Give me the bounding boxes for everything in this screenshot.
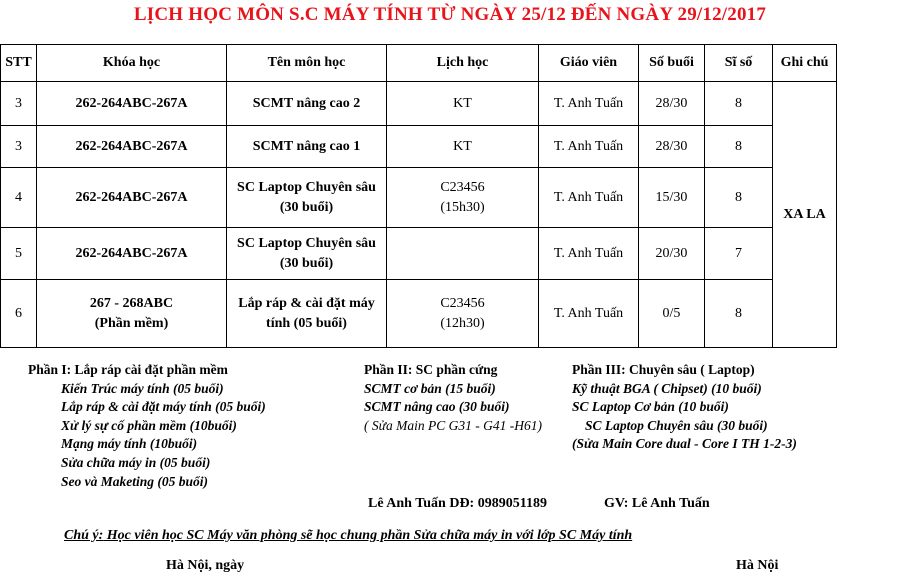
cell-khoa-hoc: 267 - 268ABC (Phần mềm) [37,280,227,348]
list-item: (Sửa Main Core dual - Core I TH 1-2-3) [572,436,797,452]
header-lich-hoc: Lịch học [387,45,539,82]
cell-khoa-hoc: 262-264ABC-267A [37,82,227,126]
part2-section [364,361,542,435]
cell-giao-vien: T. Anh Tuấn [539,280,639,348]
header-stt: STT [1,45,37,82]
contact-teacher: GV: Lê Anh Tuấn [604,496,710,511]
cell-khoa-hoc: 262-264ABC-267A [37,126,227,168]
cell-ten-mon-hoc: SCMT nâng cao 1 [227,126,387,168]
cell-lich-hoc [387,228,539,280]
table-row [1,126,837,168]
cell-so-buoi: 20/30 [639,228,705,280]
list-item: SC Laptop Cơ bản (10 buổi) [572,399,729,415]
header-ten-mon-hoc: Tên môn học [227,45,387,82]
list-item: Xử lý sự cố phần mềm (10buổi) [61,417,237,433]
cell-giao-vien: T. Anh Tuấn [539,126,639,168]
list-item: Lắp ráp & cài đặt máy tính (05 buổi) [61,399,266,415]
cell-giao-vien: T. Anh Tuấn [539,82,639,126]
cell-stt: 6 [1,280,37,348]
list-item: Sửa chữa máy in (05 buổi) [61,454,211,470]
cell-si-so: 8 [705,126,773,168]
cell-si-so: 8 [705,280,773,348]
cell-stt: 5 [1,228,37,280]
cell-so-buoi: 0/5 [639,280,705,348]
cell-giao-vien: T. Anh Tuấn [539,168,639,228]
cutoff-text-left: Hà Nội, ngày [166,558,245,573]
cell-lich-hoc: C23456 (15h30) [387,168,539,228]
table-row [1,280,837,348]
header-si-so: Sĩ số [705,45,773,82]
schedule-table [0,44,837,348]
cell-so-buoi: 15/30 [639,168,705,228]
table-header-row [1,45,837,82]
cell-khoa-hoc: 262-264ABC-267A [37,228,227,280]
cell-ten-mon-hoc: SCMT nâng cao 2 [227,82,387,126]
cell-ten-mon-hoc: Lắp ráp & cài đặt máy tính (05 buổi) [227,280,387,348]
table-row [1,228,837,280]
table-row [1,82,837,126]
cell-stt: 4 [1,168,37,228]
page-title: LỊCH HỌC MÔN S.C MÁY TÍNH TỪ NGÀY 25/12 ĐẾN NGÀY 29/12/2017 [133,4,767,25]
cell-giao-vien: T. Anh Tuấn [539,228,639,280]
cell-so-buoi: 28/30 [639,82,705,126]
list-item: ( Sửa Main PC G31 - G41 -H61) [364,417,542,433]
cutoff-text-right: Hà Nội [736,558,779,573]
cell-si-so: 8 [705,82,773,126]
header-so-buoi: Số buổi [639,45,705,82]
list-item: SCMT cơ bản (15 buổi) [364,380,496,396]
cell-lich-hoc: KT [387,126,539,168]
cell-lich-hoc: C23456 (12h30) [387,280,539,348]
cell-si-so: 8 [705,168,773,228]
cell-ten-mon-hoc: SC Laptop Chuyên sâu (30 buổi) [227,228,387,280]
note-label: Chú ý: Học viên học SC Máy văn phòng sẽ học chung phần Sửa chữa máy in với lớp SC Máy tính [64,528,633,543]
cell-stt: 3 [1,82,37,126]
part1-heading: Phần I: Lắp ráp cài đặt phần mềm [28,362,228,377]
list-item: SCMT nâng cao (30 buổi) [364,399,510,415]
list-item: SC Laptop Chuyên sâu (30 buổi) [585,417,768,433]
list-item: Mạng máy tính (10buổi) [61,436,198,452]
header-ghi-chu: Ghi chú [773,45,837,82]
header-khoa-hoc: Khóa học [37,45,227,82]
list-item: Seo và Maketing (05 buổi) [61,473,208,489]
list-item: Kỹ thuật BGA ( Chipset) (10 buổi) [572,380,762,396]
part1-section [28,361,266,491]
cell-khoa-hoc: 262-264ABC-267A [37,168,227,228]
part3-section [572,361,797,454]
cell-lich-hoc: KT [387,82,539,126]
note-line [64,528,632,544]
part2-heading: Phần II: SC phần cứng [364,362,498,377]
cell-si-so: 7 [705,228,773,280]
cell-stt: 3 [1,126,37,168]
header-giao-vien: Giáo viên [539,45,639,82]
contact-phone: Lê Anh Tuấn DĐ: 0989051189 [368,496,547,511]
cell-so-buoi: 28/30 [639,126,705,168]
list-item: Kiến Trúc máy tính (05 buổi) [61,380,224,396]
table-row [1,168,837,228]
part3-heading: Phần III: Chuyên sâu ( Laptop) [572,362,755,377]
cell-ten-mon-hoc: SC Laptop Chuyên sâu (30 buổi) [227,168,387,228]
cell-ghi-chu: XA LA [773,82,837,348]
